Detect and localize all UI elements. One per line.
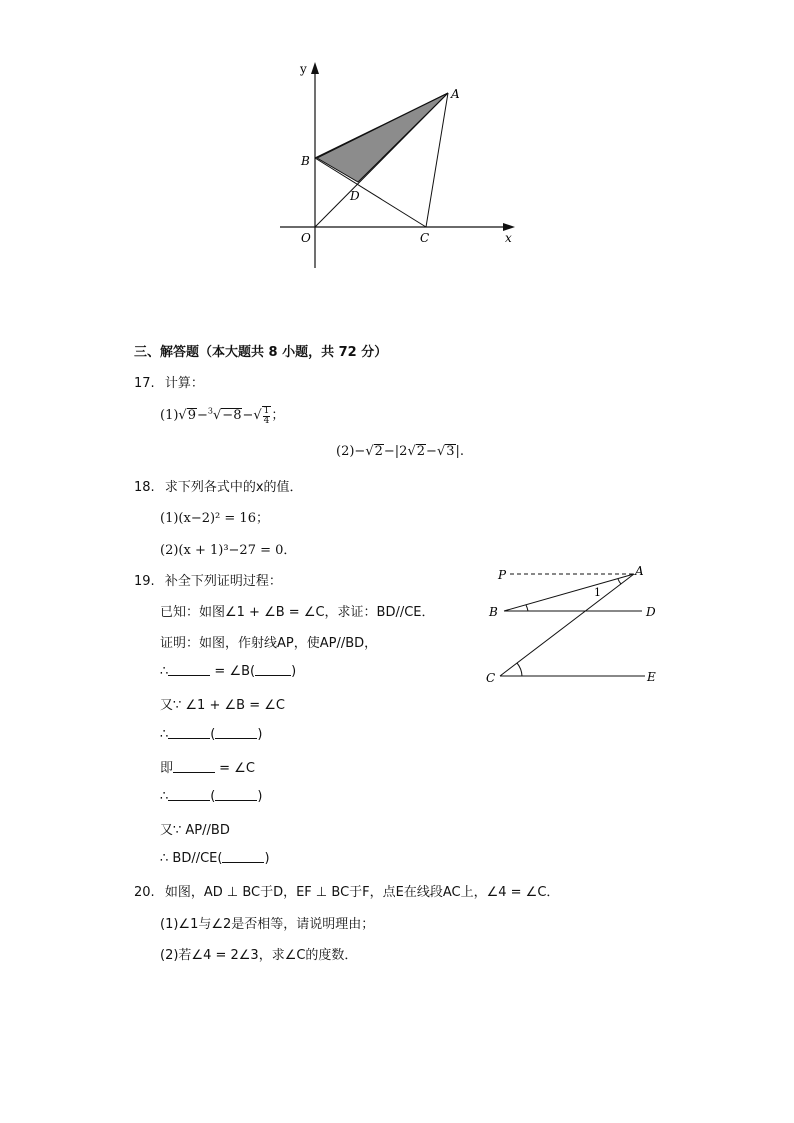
q19-title: 补全下列证明过程： [164, 574, 282, 589]
q17-p1-end: ； [271, 408, 285, 423]
q19-step6: 又∵ AP//BD [160, 823, 230, 838]
q19-s7-end: ) [264, 851, 270, 866]
q19-title-line [134, 570, 282, 589]
label-c: C [420, 231, 430, 245]
q19-s4-end: = ∠C [215, 761, 255, 776]
angle-b-arc [526, 605, 528, 611]
label-y: y [300, 62, 307, 76]
angle-c-arc [517, 663, 522, 676]
section-header: 三、解答题（本大题共 8 小题，共 72 分） [134, 345, 388, 360]
q17-p2-radicand1: 2 [374, 444, 383, 459]
angle-1-arc [618, 579, 621, 584]
q19-step5 [160, 788, 262, 804]
label-a: A [635, 564, 644, 578]
q17-p1-frac-num: 1 [263, 405, 270, 416]
label-c: C [486, 671, 496, 685]
q17-p2-label: (2) [336, 444, 355, 459]
segment-ab [504, 574, 634, 611]
q17-p2-minus: − [426, 444, 437, 459]
label-angle-1: 1 [594, 586, 601, 599]
q17-part2: (2)−√2−|2√2−√3|. [336, 444, 465, 459]
q19-s1-mid: = ∠B( [210, 664, 256, 679]
q17-title: 计算： [164, 376, 204, 391]
q18-number: 18. [134, 480, 155, 495]
q19-s3-blank-reason[interactable] [215, 726, 257, 739]
q18-title: 求下列各式中的x的值． [164, 480, 303, 495]
q20-part2: (2)若∠4 = 2∠3，求∠C的度数． [160, 948, 358, 963]
q19-step3 [160, 726, 262, 742]
q17-number: 17. [134, 376, 155, 391]
q20-text: 如图，AD ⊥ BC于D，EF ⊥ BC于F，点E在线段AC上，∠4 = ∠C． [164, 885, 560, 900]
q17-p1-radicand2: −8 [222, 408, 242, 423]
q17-p1-label: (1) [160, 408, 179, 423]
q19-step2: 又∵ ∠1 + ∠B = ∠C [160, 698, 285, 713]
q20-part1: (1)∠1与∠2是否相等，请说明理由； [160, 917, 375, 932]
q19-s3-end: ) [257, 727, 263, 742]
label-d: D [646, 605, 656, 619]
q19-s5-blank-reason[interactable] [215, 788, 257, 801]
q19-s1-prefix: ∴ [160, 664, 169, 679]
q19-s3-prefix: ∴ [160, 727, 169, 742]
q17-title-line [134, 372, 204, 391]
q17-p2-end: |. [455, 444, 465, 459]
q17-p1-fraction [262, 406, 272, 426]
label-a: A [451, 87, 460, 101]
q20-number: 20. [134, 885, 155, 900]
q19-s3-mid: ( [210, 727, 216, 742]
shaded-triangle-abd [317, 93, 448, 182]
label-d: D [350, 189, 360, 203]
q17-p2-pre: − [354, 444, 366, 459]
q19-step1 [160, 663, 296, 679]
q19-s5-prefix: ∴ [160, 789, 169, 804]
q19-s3-blank-a[interactable] [168, 726, 210, 739]
q19-s7-prefix: ∴ BD//CE( [160, 851, 223, 866]
q17-p1-root-index: 3 [207, 406, 213, 416]
q19-s5-blank-a[interactable] [168, 788, 210, 801]
q19-s4-blank[interactable] [173, 760, 215, 773]
q19-s5-mid: ( [210, 789, 216, 804]
q17-p1-radicand1: 9 [187, 408, 196, 423]
q19-s7-blank-reason[interactable] [222, 850, 264, 863]
coordinate-figure [270, 55, 530, 275]
q20-title-line [134, 881, 559, 900]
q17-p2-mid: −|2 [383, 444, 408, 459]
q17-part1: (1)√9−$^3$√−8−√ $\frac{1}{4}$ ； [160, 405, 285, 426]
segment-ac [500, 574, 634, 676]
q19-proof-intro: 证明：如图，作射线AP，使AP//BD， [160, 636, 378, 651]
q19-step7 [160, 850, 270, 866]
q17-p2-radicand3: 3 [446, 444, 455, 459]
q19-s1-end: ) [291, 664, 297, 679]
q19-s5-end: ) [257, 789, 263, 804]
q18-part1: (1)(x−2)² = 16； [160, 511, 269, 526]
q19-s4-prefix: 即 [160, 761, 174, 776]
label-o: O [301, 231, 311, 245]
label-p: P [498, 568, 507, 582]
segment-ac [426, 93, 448, 227]
q18-title-line [134, 476, 303, 495]
q17-p1-frac-den: 4 [263, 415, 270, 426]
label-x: x [505, 231, 512, 245]
q17-p1-minus1: − [197, 408, 208, 423]
y-axis-arrow-icon [311, 62, 319, 74]
label-e: E [647, 670, 656, 684]
q17-p2-radicand2: 2 [416, 444, 426, 459]
q19-given: 已知：如图∠1 + ∠B = ∠C，求证：BD//CE． [160, 605, 435, 620]
q19-s1-blank-reason[interactable] [255, 663, 291, 676]
label-b: B [489, 605, 498, 619]
label-b: B [301, 154, 310, 168]
q19-number: 19. [134, 574, 155, 589]
x-axis-arrow-icon [503, 223, 515, 231]
parallel-lines-figure [480, 560, 670, 690]
q19-step4 [160, 757, 255, 776]
q19-s1-blank-a[interactable] [168, 663, 210, 676]
q18-part2: (2)(x + 1)³−27 = 0． [160, 543, 297, 558]
q17-p1-minus2: − [242, 408, 254, 423]
